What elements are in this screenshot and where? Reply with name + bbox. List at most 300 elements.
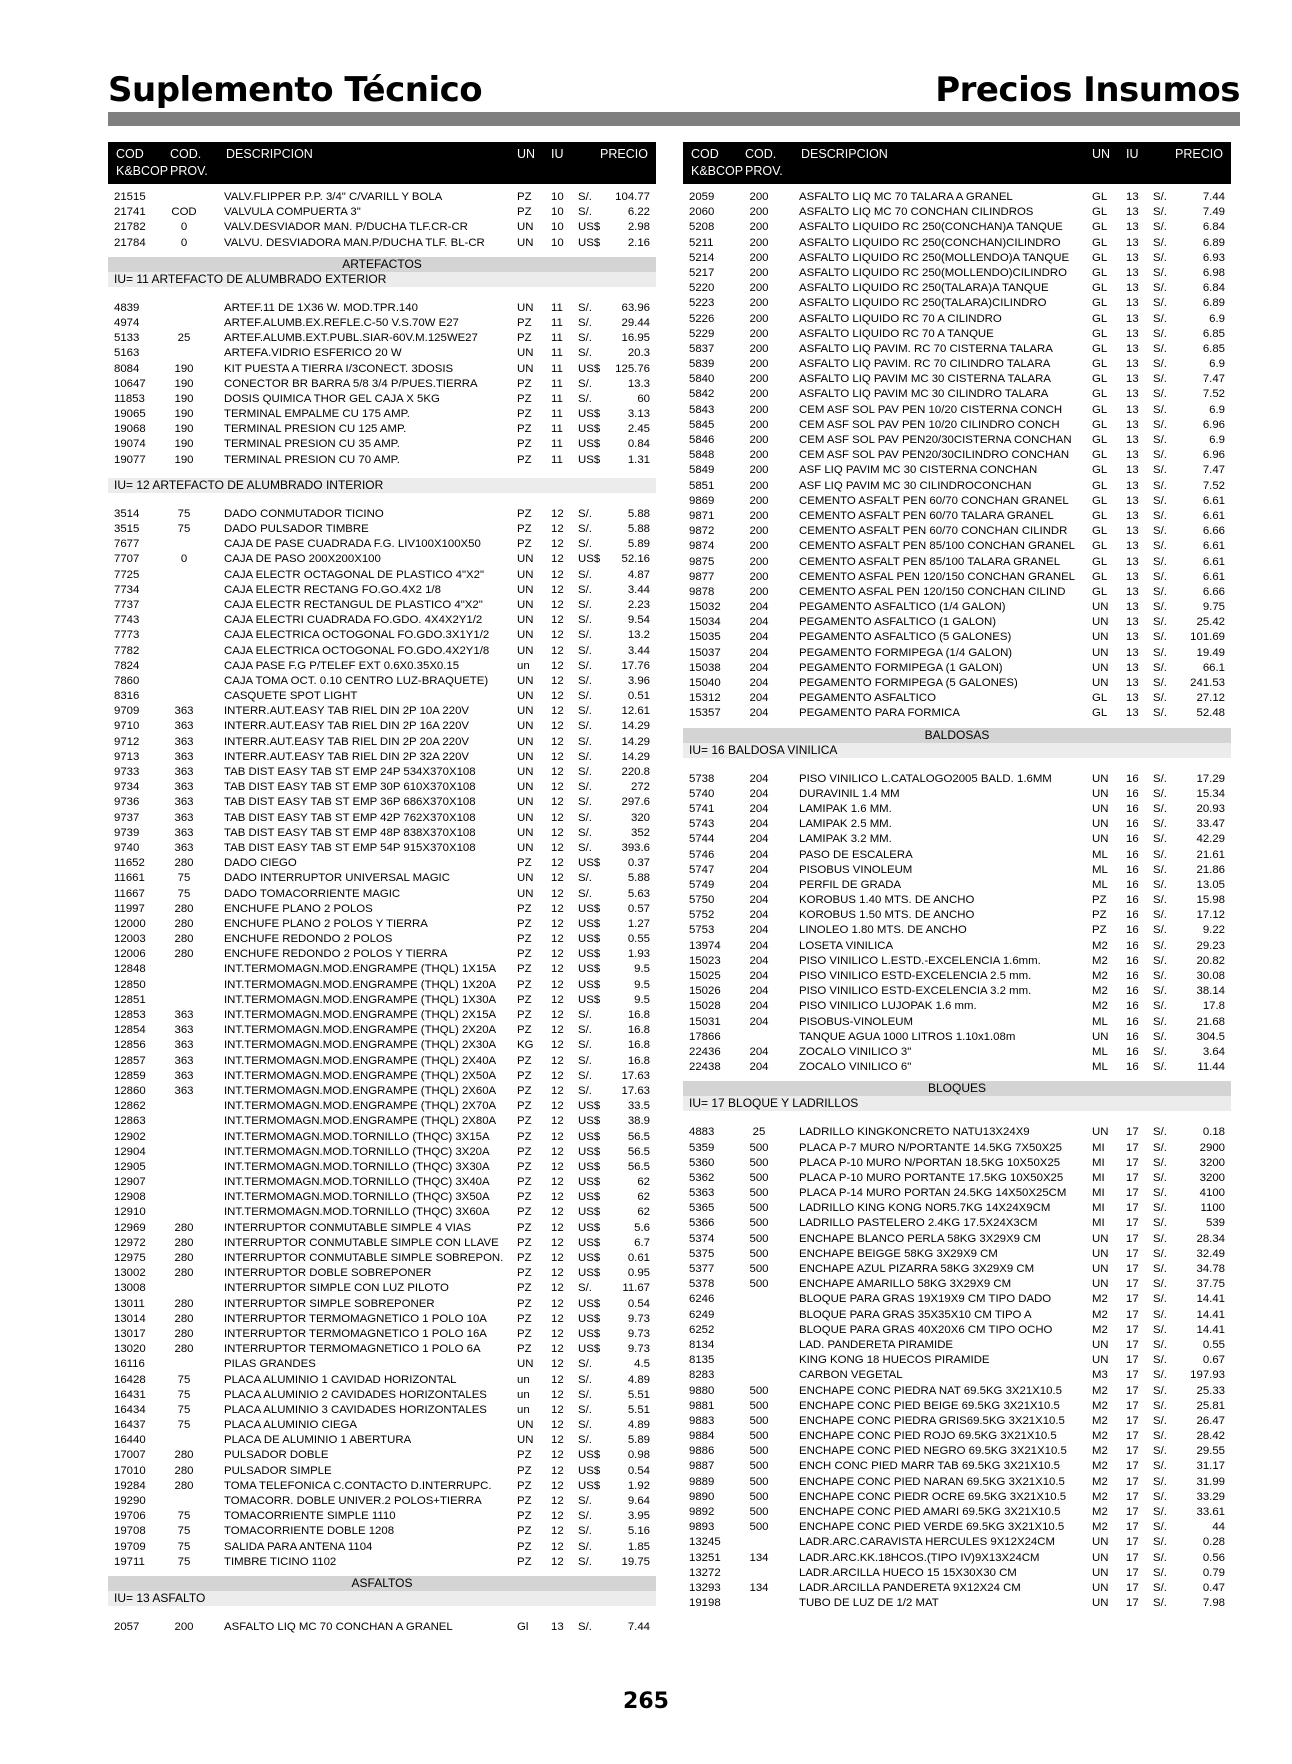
item-code: 13002 [114, 1267, 146, 1280]
table-row [683, 1353, 1231, 1368]
currency: S/. [578, 690, 592, 703]
iu-code: 13 [1126, 540, 1139, 553]
item-description: ENCHAPE CONC PIEDR OCRE 69.5KG 3X21X10.5 [799, 1490, 1067, 1503]
item-description: PLACA P-10 MURO N/PORTAN 18.5KG 10X50X25 [799, 1156, 1061, 1169]
currency: S/. [578, 841, 592, 854]
table-row [683, 205, 1231, 220]
item-description: CAJA TOMA OCT. 0.10 CENTRO LUZ-BRAQUETE) [224, 674, 489, 687]
currency: S/. [1153, 540, 1167, 553]
currency: S/. [578, 1525, 592, 1538]
table-row [108, 1175, 656, 1190]
table-row [683, 1596, 1231, 1611]
table-row [108, 826, 656, 841]
unit: GL [1092, 251, 1108, 264]
iu-code: 16 [1126, 833, 1139, 846]
item-code: 5843 [689, 403, 715, 416]
price: 3.96 [627, 674, 650, 687]
currency: S/. [1153, 802, 1167, 815]
provider-code: 500 [749, 1384, 769, 1397]
iu-code: 13 [1126, 297, 1139, 310]
provider-code: 363 [174, 766, 194, 778]
provider-code: 363 [174, 1009, 194, 1021]
provider-code: 190 [174, 453, 194, 466]
price: 13.05 [1196, 878, 1225, 891]
currency: US$ [578, 1479, 601, 1492]
item-code: 15038 [689, 661, 721, 674]
currency: S/. [578, 1054, 592, 1067]
price: 7.49 [1202, 206, 1225, 219]
unit: M3 [1092, 1369, 1108, 1382]
provider-code: 363 [174, 1084, 194, 1097]
provider-code: 75 [177, 523, 191, 535]
item-description: PLACA P-7 MURO N/PORTANTE 14.5KG 7X50X25 [799, 1141, 1062, 1154]
price: 13.2 [627, 629, 650, 642]
currency: US$ [578, 1206, 601, 1219]
item-description: CEMENTO ASFAL PEN 120/150 CONCHAN GRANEL [799, 570, 1075, 583]
currency: US$ [578, 1160, 601, 1173]
unit: UN [517, 583, 534, 596]
price: 0.95 [627, 1267, 650, 1280]
item-description: ENCHAPE CONC PIED BEIGE 69.5KG 3X21X10.5 [799, 1399, 1060, 1412]
unit: GL [1092, 509, 1108, 522]
currency: US$ [578, 1327, 601, 1340]
provider-code: 25 [752, 1126, 766, 1139]
iu-code: 17 [1126, 1566, 1139, 1579]
item-description: PISO VINILICO L.CATALOGO2005 BALD. 1.6MM [799, 772, 1052, 785]
item-code: 11997 [114, 902, 145, 915]
item-description: PISO VINILICO ESTD-EXCELENCIA 3.2 mm. [799, 985, 1032, 998]
price: 16.8 [627, 1054, 650, 1067]
table-row [108, 719, 656, 734]
item-code: 21782 [114, 221, 146, 234]
unit: M2 [1092, 954, 1108, 967]
item-code: 21784 [114, 236, 146, 249]
table-row [683, 939, 1231, 954]
group-heading: IU= 17 BLOQUE Y LADRILLOS [683, 1096, 1231, 1111]
price: 14.29 [621, 735, 650, 748]
item-description: PLACA ALUMINIO 1 CAVIDAD HORIZONTAL [224, 1373, 457, 1386]
table-row [108, 1236, 656, 1251]
currency: S/. [578, 705, 592, 718]
item-description: INT.TERMOMAGN.MOD.TORNILLO (THQC) 3X30A [224, 1160, 490, 1173]
currency: S/. [1153, 909, 1167, 922]
provider-code: 204 [749, 970, 769, 982]
price: 5.88 [627, 523, 650, 535]
item-code: 13011 [114, 1297, 145, 1310]
item-description: INT.TERMOMAGN.MOD.TORNILLO (THQC) 3X50A [224, 1191, 490, 1204]
table-row [683, 1247, 1231, 1262]
currency: S/. [1153, 585, 1167, 598]
item-description: DADO INTERRUPTOR UNIVERSAL MAGIC [224, 872, 450, 885]
currency: S/. [1153, 1308, 1167, 1321]
price: 5.88 [627, 507, 650, 520]
iu-code: 16 [1126, 985, 1139, 998]
iu-code: 13 [1126, 312, 1139, 325]
provider-code: 204 [749, 707, 769, 720]
item-code: 5374 [689, 1232, 715, 1245]
currency: S/. [1153, 479, 1167, 492]
provider-code: 363 [174, 1039, 194, 1052]
item-description: INTERRUPTOR SIMPLE CON LUZ PILOTO [224, 1282, 449, 1295]
item-description: CAJA DE PASO 200X200X100 [224, 553, 381, 566]
currency: US$ [578, 948, 601, 961]
item-description: ENCHAPE CONC PIED NEGRO 69.5KG 3X21X10.5 [799, 1445, 1067, 1458]
currency: S/. [1153, 1490, 1167, 1503]
unit: PZ [517, 408, 532, 421]
item-description: TAB DIST EASY TAB ST EMP 30P 610X370X108 [224, 781, 476, 794]
unit: UN [1092, 818, 1109, 831]
table-row [108, 522, 656, 537]
table-row [108, 1069, 656, 1084]
currency: S/. [1153, 631, 1167, 644]
table-row [683, 1045, 1231, 1060]
currency: US$ [578, 1312, 601, 1325]
item-description: ASFALTO LIQ MC 70 CONCHAN A GRANEL [224, 1620, 453, 1633]
col-header-un: UN [517, 147, 536, 161]
price: 30.08 [1196, 970, 1225, 982]
table-row [108, 1540, 656, 1555]
item-description: LAMIPAK 2.5 MM. [799, 818, 892, 831]
price: 2.45 [627, 423, 650, 436]
price: 6.61 [1202, 494, 1225, 507]
unit: PZ [517, 1024, 532, 1037]
item-code: 7725 [114, 568, 140, 581]
table-row [108, 220, 656, 235]
table-row [683, 1262, 1231, 1277]
unit: Gl [517, 1620, 529, 1633]
price: 2.16 [627, 236, 650, 249]
unit: UN [1092, 802, 1109, 815]
item-code: 17866 [689, 1030, 721, 1043]
price: 0.79 [1202, 1566, 1225, 1579]
price: 26.47 [1196, 1414, 1225, 1427]
iu-code: 12 [551, 1176, 564, 1189]
table-row [108, 1357, 656, 1372]
table-row [108, 811, 656, 826]
table-row [108, 644, 656, 659]
item-description: PLACA ALUMINIO CIEGA [224, 1419, 357, 1432]
price: 3.95 [627, 1510, 650, 1523]
item-code: 12003 [114, 933, 146, 946]
iu-code: 16 [1126, 1061, 1139, 1074]
item-code: 8283 [689, 1369, 715, 1382]
iu-code: 12 [551, 811, 564, 824]
item-code: 7707 [114, 553, 140, 566]
table-row [108, 453, 656, 468]
iu-code: 12 [551, 1054, 564, 1067]
item-description: INTERRUPTOR DOBLE SOBREPONER [224, 1267, 432, 1280]
item-description: BLOQUE PARA GRAS 35X35X10 CM TIPO A [799, 1308, 1032, 1321]
price: 5.51 [627, 1403, 650, 1416]
iu-code: 17 [1126, 1536, 1139, 1549]
table-row [108, 735, 656, 750]
iu-code: 12 [551, 1479, 564, 1492]
unit: GL [1092, 434, 1108, 446]
table-row [108, 659, 656, 674]
item-code: 15357 [689, 707, 721, 720]
provider-code: 200 [749, 191, 769, 203]
unit: MI [1092, 1171, 1105, 1184]
table-row [108, 765, 656, 780]
item-description: INTERRUPTOR CONMUTABLE SIMPLE CON LLAVE [224, 1236, 499, 1249]
table-row [683, 570, 1231, 585]
item-description: DADO TOMACORRIENTE MAGIC [224, 887, 401, 900]
item-description: PLACA P-10 MURO PORTANTE 17.5KG 10X50X25 [799, 1171, 1064, 1184]
currency: S/. [1153, 661, 1167, 674]
currency: S/. [1153, 221, 1167, 234]
currency: S/. [1153, 848, 1167, 861]
price: 31.17 [1196, 1460, 1225, 1473]
iu-code: 12 [551, 1555, 564, 1568]
provider-code: 134 [749, 1551, 769, 1564]
item-code: 9709 [114, 705, 140, 718]
col-header-cod-sub: K&BCOP [691, 164, 744, 178]
price: 0.55 [627, 933, 650, 946]
table-row [108, 689, 656, 704]
provider-code: 75 [177, 1510, 191, 1523]
currency: S/. [1153, 1126, 1167, 1139]
iu-code: 16 [1126, 909, 1139, 922]
provider-code: 204 [749, 1015, 769, 1028]
item-code: 5220 [689, 282, 715, 295]
item-description: ENCHAPE BLANCO PERLA 58KG 3X29X9 CM [799, 1232, 1041, 1245]
table-row [683, 646, 1231, 661]
item-description: INT.TERMOMAGN.MOD.TORNILLO (THQC) 3X15A [224, 1130, 490, 1143]
unit: M2 [1092, 985, 1108, 998]
price: 16.8 [627, 1009, 650, 1021]
unit: PZ [517, 1297, 532, 1310]
currency: US$ [578, 423, 601, 436]
item-code: 5366 [689, 1217, 715, 1230]
unit: PZ [517, 1236, 532, 1249]
item-code: 4839 [114, 301, 140, 314]
iu-code: 17 [1126, 1126, 1139, 1139]
iu-code: 17 [1126, 1475, 1139, 1488]
item-code: 12848 [114, 963, 146, 976]
item-description: INTERRUPTOR TERMOMAGNETICO 1 POLO 10A [224, 1312, 487, 1325]
price: 0.47 [1202, 1581, 1225, 1594]
unit: PZ [517, 1252, 532, 1264]
provider-code: 500 [749, 1475, 769, 1488]
currency: S/. [578, 826, 592, 839]
unit: PZ [517, 1449, 532, 1462]
iu-code: 13 [1126, 646, 1139, 659]
currency: S/. [1153, 509, 1167, 522]
currency: S/. [578, 1620, 592, 1633]
iu-code: 12 [551, 690, 564, 703]
provider-code: 75 [177, 1419, 191, 1432]
price: 5.89 [627, 538, 650, 551]
provider-code: 500 [749, 1171, 769, 1184]
iu-code: 17 [1126, 1338, 1139, 1351]
table-row [108, 1251, 656, 1266]
unit: UN [1092, 1581, 1109, 1594]
table-row [108, 1054, 656, 1069]
price: 17.76 [621, 659, 650, 672]
unit: UN [1092, 833, 1109, 846]
currency: S/. [578, 1373, 592, 1386]
table-row [108, 1205, 656, 1220]
unit: PZ [517, 1221, 532, 1234]
table-row [683, 969, 1231, 984]
unit: UN [517, 1434, 534, 1447]
provider-code: 500 [749, 1414, 769, 1427]
iu-code: 12 [551, 720, 564, 733]
unit: UN [517, 796, 534, 809]
price: 56.5 [627, 1160, 650, 1173]
price: 6.7 [634, 1236, 650, 1249]
col-header-cod: COD [691, 147, 719, 161]
provider-code: 500 [749, 1217, 769, 1230]
price: 33.29 [1196, 1490, 1225, 1503]
item-code: 5750 [689, 894, 715, 907]
iu-code: 12 [551, 538, 564, 551]
item-code: 9713 [114, 750, 140, 763]
item-code: 7737 [114, 598, 140, 611]
unit: UN [517, 236, 534, 249]
currency: US$ [578, 1252, 601, 1264]
item-description: TOMA TELEFONICA C.CONTACTO D.INTERRUPC. [224, 1479, 492, 1492]
unit: M2 [1092, 1460, 1108, 1473]
item-code: 19708 [114, 1525, 146, 1538]
item-description: CEMENTO ASFALT PEN 85/100 CONCHAN GRANEL [799, 540, 1075, 553]
unit: UN [517, 887, 534, 900]
price: 7.47 [1202, 373, 1225, 386]
price: 9.73 [627, 1327, 650, 1340]
provider-code: 200 [749, 434, 769, 446]
unit: UN [517, 872, 534, 885]
item-description: CASQUETE SPOT LIGHT [224, 690, 358, 703]
table-row [683, 418, 1231, 433]
iu-code: 13 [1126, 191, 1139, 203]
iu-code: 12 [551, 993, 564, 1006]
currency: S/. [1153, 1354, 1167, 1367]
item-description: CEM ASF SOL PAV PEN20/30CILINDRO CONCHAN [799, 449, 1070, 462]
item-description: DADO CONMUTADOR TICINO [224, 507, 384, 520]
currency: S/. [1153, 1430, 1167, 1443]
unit: ML [1092, 878, 1108, 891]
item-code: 5749 [689, 878, 715, 891]
price: 19.75 [621, 1555, 650, 1568]
provider-code: 363 [174, 781, 194, 794]
item-description: ENCHAPE CONC PIED AMARI 69.5KG 3X21X10.5 [799, 1506, 1061, 1518]
table-row [683, 1581, 1231, 1596]
currency: S/. [1153, 525, 1167, 538]
iu-code: 13 [1126, 464, 1139, 477]
item-code: 9893 [689, 1521, 715, 1534]
unit: PZ [517, 1191, 532, 1204]
iu-code: 17 [1126, 1187, 1139, 1200]
currency: S/. [578, 568, 592, 581]
unit: M2 [1092, 1521, 1108, 1534]
price: 9.5 [634, 963, 650, 976]
currency: S/. [1153, 1506, 1167, 1518]
table-row [108, 437, 656, 452]
unit: PZ [517, 1510, 532, 1523]
item-description: PISO VINILICO L.ESTD.-EXCELENCIA 1.6mm. [799, 954, 1041, 967]
iu-code: 12 [551, 902, 564, 915]
price: 7.98 [1202, 1597, 1225, 1610]
item-code: 9892 [689, 1506, 715, 1518]
item-description: PILAS GRANDES [224, 1358, 316, 1371]
item-code: 4883 [689, 1126, 715, 1139]
iu-code: 11 [551, 377, 563, 390]
item-description: TOMACORR. DOBLE UNIVER.2 POLOS+TIERRA [224, 1495, 482, 1507]
unit: un [517, 1403, 530, 1416]
table-row [683, 1475, 1231, 1490]
provider-code: 280 [174, 1449, 194, 1462]
provider-code: 204 [749, 802, 769, 815]
item-code: 2060 [689, 206, 715, 219]
item-description: ENCHAPE AZUL PIZARRA 58KG 3X29X9 CM [799, 1263, 1035, 1275]
iu-code: 12 [551, 781, 564, 794]
item-code: 5743 [689, 818, 715, 831]
item-code: 13974 [689, 939, 721, 952]
item-code: 6252 [689, 1323, 715, 1336]
unit: MI [1092, 1156, 1105, 1169]
item-code: 5163 [114, 347, 140, 360]
item-code: 9877 [689, 570, 715, 583]
currency: S/. [578, 1403, 592, 1416]
provider-code: 280 [174, 1312, 194, 1325]
price: 38.9 [627, 1115, 650, 1128]
iu-code: 13 [1126, 555, 1139, 568]
table-row [108, 1373, 656, 1388]
item-description: PEGAMENTO PARA FORMICA [799, 707, 960, 720]
provider-code: 500 [749, 1187, 769, 1200]
unit: PZ [517, 917, 532, 930]
iu-code: 17 [1126, 1384, 1139, 1397]
item-description: LAD. PANDERETA PIRAMIDE [799, 1338, 954, 1351]
item-code: 9875 [689, 555, 715, 568]
price: 0.57 [627, 902, 650, 915]
iu-code: 12 [551, 553, 564, 566]
table-row [683, 1201, 1231, 1216]
table-row [108, 507, 656, 522]
price: 3.13 [627, 408, 650, 421]
item-code: 15035 [689, 631, 721, 644]
table-row [108, 407, 656, 422]
unit: M2 [1092, 1384, 1108, 1397]
unit: M2 [1092, 1430, 1108, 1443]
table-row [683, 251, 1231, 266]
currency: S/. [1153, 312, 1167, 325]
price: 7.52 [1202, 388, 1225, 401]
table-row [108, 978, 656, 993]
currency: S/. [1153, 373, 1167, 386]
price: 31.99 [1196, 1475, 1225, 1488]
item-description: KING KONG 18 HUECOS PIRAMIDE [799, 1354, 990, 1367]
unit: M2 [1092, 1399, 1108, 1412]
currency: S/. [1153, 646, 1167, 659]
item-description: BLOQUE PARA GRAS 40X20X6 CM TIPO OCHO [799, 1323, 1053, 1336]
price: 6.85 [1202, 327, 1225, 340]
item-description: TAB DIST EASY TAB ST EMP 24P 534X370X108 [224, 766, 476, 778]
price: 9.5 [634, 993, 650, 1006]
price: 33.61 [1196, 1506, 1225, 1518]
unit: PZ [517, 1343, 532, 1356]
currency: S/. [1153, 570, 1167, 583]
unit: PZ [517, 1464, 532, 1477]
item-description: CAJA DE PASE CUADRADA F.G. LIV100X100X50 [224, 538, 481, 551]
item-description: INT.TERMOMAGN.MOD.ENGRAMPE (THQL) 2X40A [224, 1054, 497, 1067]
table-row [108, 568, 656, 583]
iu-code: 12 [551, 948, 564, 961]
table-row [108, 750, 656, 765]
provider-code: 75 [177, 1373, 191, 1386]
unit: UN [517, 1419, 534, 1432]
item-code: 9872 [689, 525, 715, 538]
